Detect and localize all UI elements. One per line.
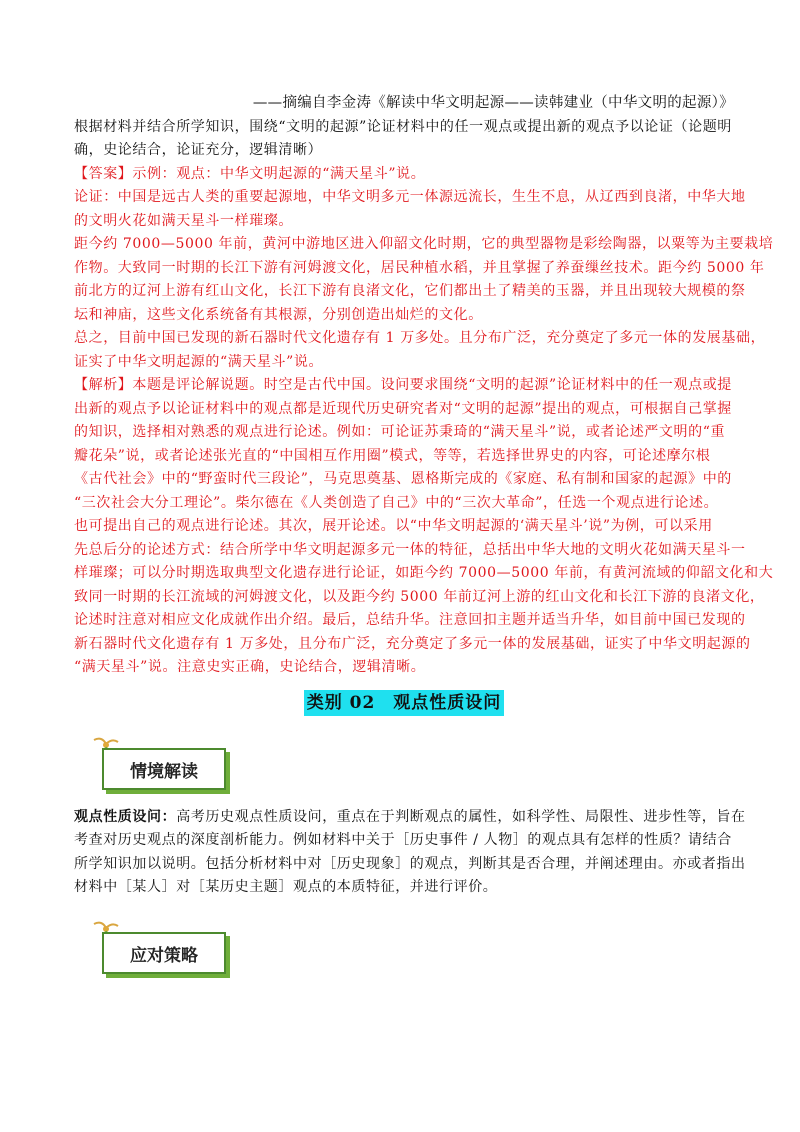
section-heading-wrap [74, 690, 734, 716]
paragraph-viewpoint [74, 806, 746, 900]
analysis-line: “满天星斗”说。注意史实正确，史论结合，逻辑清晰。 [74, 659, 426, 675]
question-block [74, 116, 734, 163]
analysis-line: 出新的观点予以论证材料中的观点都是近现代历史研究者对“文明的起源”提出的观点，可根据自己掌握 [74, 400, 732, 417]
analysis-line: 【解析】本题是评论解说题。时空是古代中国。设问要求围绕“文明的起源”论证材料中的任一观点或提 [74, 377, 732, 393]
answer-line: 的文明火花如满天星斗一样璀璨。 [74, 212, 293, 229]
strategy-badge-label: 应对策略 [130, 945, 198, 966]
page-content [74, 92, 774, 980]
answer-line: 证实了中华文明起源的“满天星斗”说。 [74, 353, 324, 370]
source-citation: ——摘编自李金涛《解读中华文明起源——读韩建业（中华文明的起源）》 [252, 95, 734, 111]
paragraph-line: 考查对历史观点的深度剖析能力。例如材料中关于［历史事件 / 人物］的观点具有怎样的性质？请结合 [74, 832, 732, 848]
analysis-line: 致同一时期的长江流域的河姆渡文化，以及距今约 5000 年前辽河上游的红山文化和长江下游的良渚文化， [74, 588, 765, 605]
paragraph-lead-text: 高考历史观点性质设问，重点在于判断观点的属性，如科学性、局限性、进步性等，旨在 [176, 808, 746, 825]
situation-badge-label: 情境解读 [130, 761, 198, 782]
analysis-line: 新石器时代文化遗存有 1 万多处，且分布广泛，充分奠定了多元一体的发展基础，证实了中华文明起源的 [74, 635, 751, 652]
question-line: 确，史论结合，论证充分，逻辑清晰） [74, 142, 323, 158]
analysis-line: 样璀璨；可以分时期选取典型文化遗存进行论证，如距今约 7000—5000 年前，有黄河流域的仰韶文化和大 [74, 565, 774, 581]
analysis-line: 先总后分的论述方式：结合所学中华文明起源多元一体的特征，总括出中华大地的文明火花如满天星斗一 [74, 541, 746, 558]
answer-line: 距今约 7000—5000 年前，黄河中游地区进入仰韶文化时期，它的典型器物是彩绘陶器，以粟等为主要栽培 [74, 236, 774, 252]
analysis-line: 也可提出自己的观点进行论述。其次，展开论述。以“中华文明起源的‘满天星斗’说”为例，可以采用 [74, 518, 713, 534]
strategy-badge-box [102, 932, 226, 974]
paragraph-line [74, 806, 746, 830]
analysis-line: “三次社会大分工理论”。柴尔德在《人类创造了自己》中的“三次大革命”，任选一个观点进行论述。 [74, 494, 719, 511]
situation-badge-box [102, 748, 226, 790]
answer-line: 前北方的辽河上游有红山文化，长江下游有良渚文化，它们都出土了精美的玉器，并且出现较大规模的祭 [74, 283, 746, 299]
strategy-badge [84, 918, 234, 980]
paragraph-line: 所学知识加以说明。包括分析材料中对［历史现象］的观点，判断其是否合理，并阐述理由。亦或者指出 [74, 855, 746, 872]
answer-line: 作物。大致同一时期的长江下游有河姆渡文化，居民种植水稻，并且掌握了养蚕缫丝技术。距今约 5000 年 [74, 259, 765, 276]
answer-line: 【答案】示例：观点：中华文明起源的“满天星斗”说。 [74, 165, 426, 182]
answer-block [74, 163, 774, 375]
section-heading: 类别 02 观点性质设问 [304, 690, 505, 716]
paragraph-lead: 观点性质设问： [74, 808, 177, 825]
situation-badge [84, 734, 234, 796]
answer-line: 坛和神庙，这些文化系统备有其根源，分别创造出灿烂的文化。 [74, 306, 483, 323]
paragraph-line: 材料中［某人］对［某历史主题］观点的本质特征，并进行评价。 [74, 879, 498, 895]
analysis-block [74, 374, 774, 680]
analysis-line: 《古代社会》中的“野蛮时代三段论”，马克思奠基、恩格斯完成的《家庭、私有制和国家的起源》中的 [74, 471, 732, 487]
analysis-line: 论述时注意对相应文化成就作出介绍。最后，总结升华。注意回扣主题并适当升华，如目前中国已发现的 [74, 612, 746, 628]
analysis-line: 瓣花朵”说，或者论述张光直的“中国相互作用圈”模式，等等，若选择世界史的内容，可论述摩尔根 [74, 447, 711, 464]
answer-line: 论证：中国是远古人类的重要起源地，中华文明多元一体源远流长，生生不息，从辽西到良渚，中华大地 [74, 189, 746, 205]
answer-line: 总之，目前中国已发现的新石器时代文化遗存有 1 万多处。且分布广泛，充分奠定了多元一体的发展基础， [74, 330, 766, 346]
analysis-line: 的知识，选择相对熟悉的观点进行论述。例如：可论证苏秉琦的“满天星斗”说，或者论述严文明的“重 [74, 424, 726, 440]
question-line: 根据材料并结合所学知识，围绕“文明的起源”论证材料中的任一观点或提出新的观点予以论证（论题明 [74, 118, 732, 135]
